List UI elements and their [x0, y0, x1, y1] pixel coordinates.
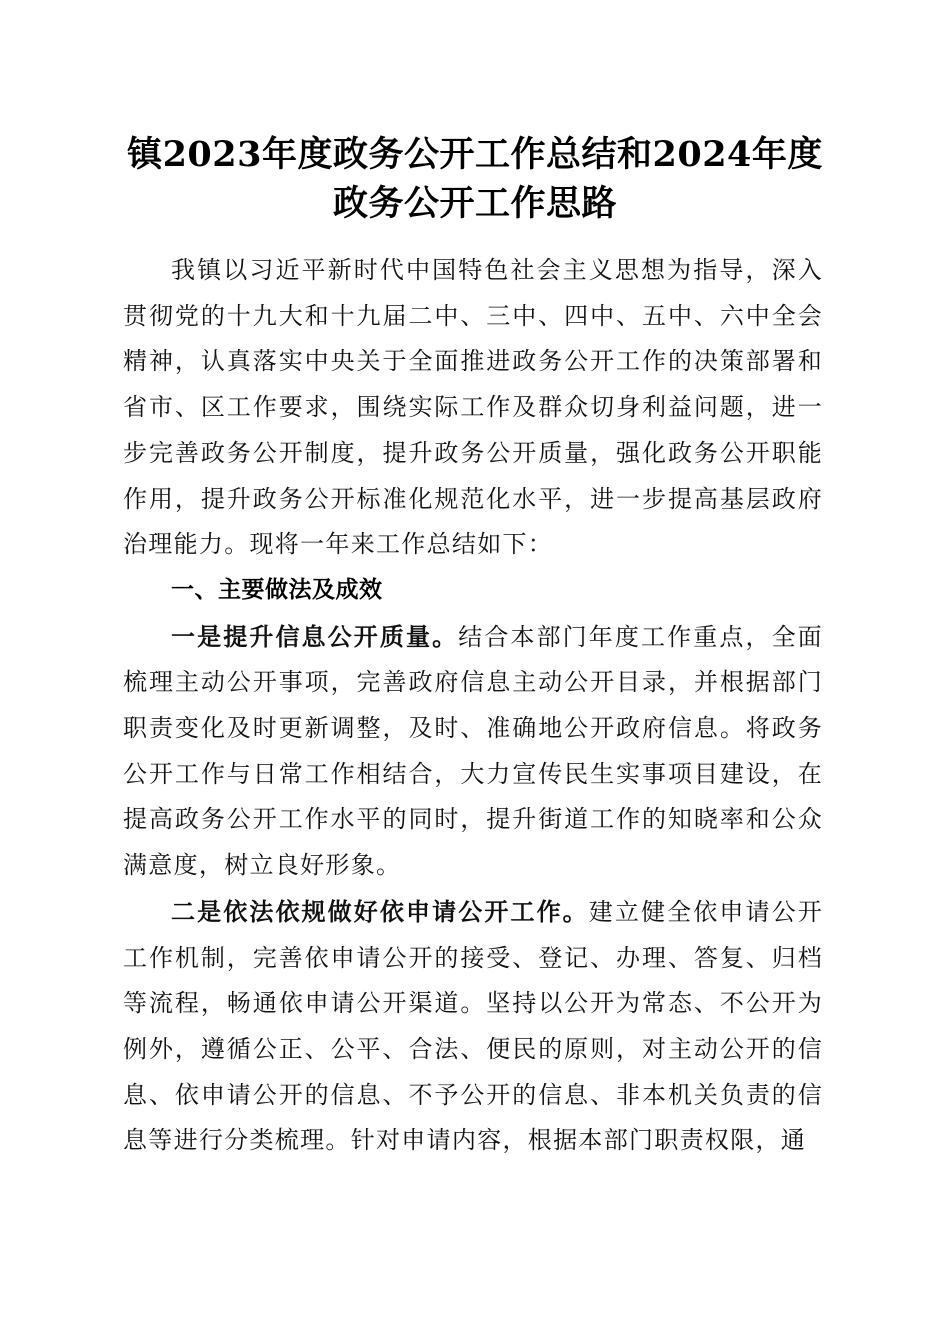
item-1-lead: 一是提升信息公开质量。 [171, 621, 459, 651]
document-title: 镇2023年度政务公开工作总结和2024年度政务公开工作思路 [127, 134, 823, 224]
document-body [123, 248, 823, 1164]
intro-paragraph: 我镇以习近平新时代中国特色社会主义思想为指导，深入贯彻党的十九大和十九届二中、三中、四中、五中、六中全会精神，认真落实中央关于全面推进政务公开工作的决策部署和省市、区工作要求，围绕实际工作及群众切身利益问题，进一步完善政务公开制度，提升政务公开质量，强化政务公开职能作用，提升政务公开标准化规范化水平，进一步提高基层政府治理能力。现将一年来工作总结如下： [123, 256, 823, 559]
item-2-lead: 二是依法依规做好依申请公开工作。 [171, 896, 589, 926]
section-heading: 一、主要做法及成效 [171, 576, 383, 603]
paragraph-item-2 [123, 889, 823, 1164]
item-1-body: 结合本部门年度工作重点，全面梳理主动公开事项，完善政府信息主动公开目录，并根据部门职责变化及时更新调整，及时、准确地公开政府信息。将政务公开工作与日常工作相结合，大力宣传民生实事项目建设，在提高政务公开工作水平的同时，提升街道工作的知晓率和公众满意度，树立良好形象。 [123, 622, 823, 880]
item-2-body: 建立健全依申请公开工作机制，完善依申请公开的接受、登记、办理、答复、归档等流程，畅通依申请公开渠道。坚持以公开为常态、不公开为例外，遵循公正、公平、合法、便民的原则，对主动公开的信息、依申请公开的信息、不予公开的信息、非本机关负责的信息等进行分类梳理。针对申请内容，根据本部门职责权限，通 [123, 897, 823, 1155]
paragraph-item-1 [123, 614, 823, 889]
